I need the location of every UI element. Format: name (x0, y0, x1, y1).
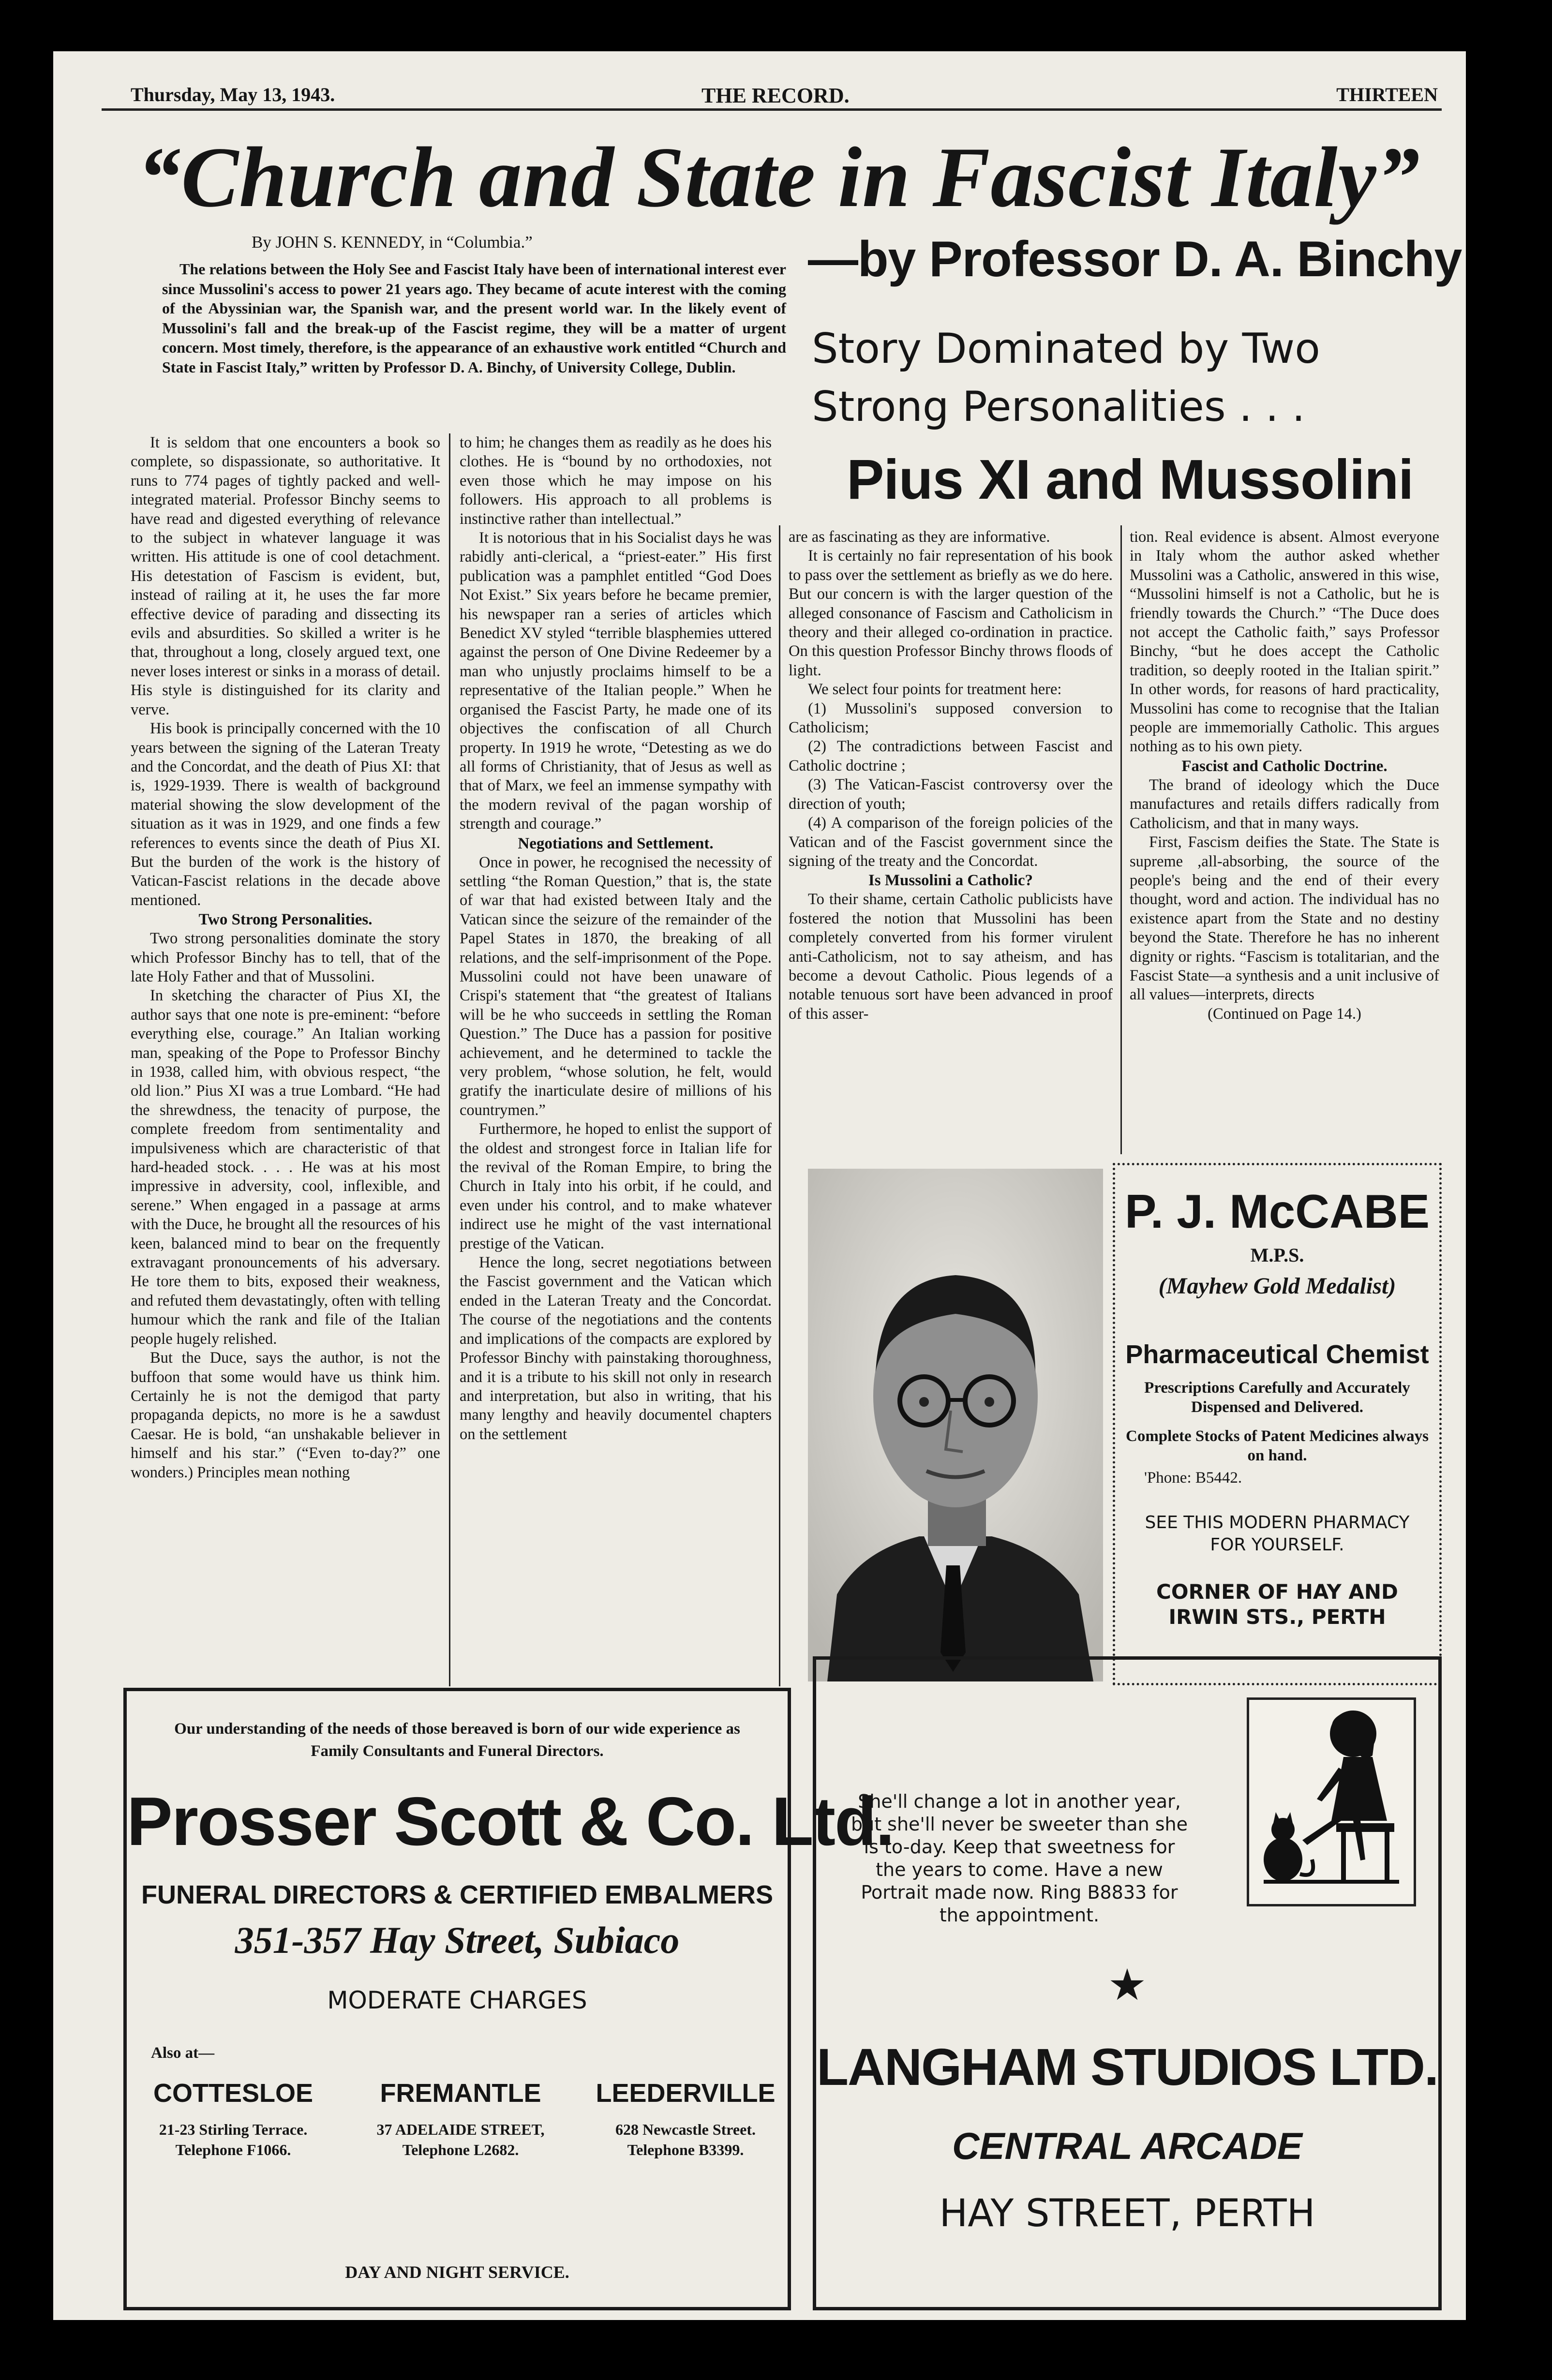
continued-note: (Continued on Page 14.) (1208, 1005, 1361, 1023)
paragraph: His book is principally concerned with the 10 years between the signing of the Lateran Treaty and the Concordat, and the death of Pius XI: that is, 1929-1939. There is wealth of background material showing the slow development of the situation as it was in 1929, and one finds a few references to events since the death of Pius XI. But the burden of the work is the history of Vatican-Fascist relations in the decade above mentioned. (131, 720, 440, 909)
paragraph: (2) The contradictions between Fascist and Catholic doctrine ; (789, 738, 1113, 774)
byline: By JOHN S. KENNEDY, in “Columbia.” (252, 233, 533, 252)
branch-address: 21-23 Stirling Terrace. (159, 2121, 308, 2138)
section-heading: Two Strong Personalities. (198, 911, 373, 929)
paragraph: The brand of ideology which the Duce manufactures and retails differs radically from Catholicism, and that in many ways. (1130, 776, 1439, 832)
paragraph: are as fascinating as they are informative. (789, 528, 1050, 546)
langham-name: LANGHAM STUDIOS LTD. (817, 2038, 1438, 2096)
column-rule (779, 525, 780, 1686)
newspaper-page (53, 51, 1466, 2320)
branch-telephone: Telephone F1066. (175, 2141, 291, 2158)
article-column-1 (131, 433, 440, 1482)
mccabe-line-2: Complete Stocks of Patent Medicines always on hand. (1125, 1428, 1429, 1464)
paragraph: to him; he changes them as readily as he does his clothes. He is “bound by no orthodoxies, not even those which he may impose on his followers. His approach to all problems is instinctive rather than intellectual.” (460, 434, 772, 528)
mccabe-title: Pharmaceutical Chemist (1125, 1340, 1429, 1369)
paragraph: In sketching the character of Pius XI, the author says that one note is pre-eminent: “before everything else, courage.” An Italian working man, speaking of the Pope to Professor Binchy in 1938, called him, with obvious respect, “the old lion.” Pius XI was a true Lombard. “He had the shrewdness, the tenacity of purpose, the complete freedom from sentimentality and impulsiveness which are characteristic of that hard-headed stock. . . . He was at his most impressive in adversity, cool, inflexible, and serene.” When engaged in a passage at arms with the Duce, he brought all the resources of his keen, balanced mind to bear on the frequently extravagant pronouncements of his adversary. He tore them to bits, exposed their weakness, and refuted them devastatingly, often with telling humour which the rank and file of the Italian people hugely relished. (131, 987, 440, 1348)
branch-name: LEEDERVILLE (596, 2079, 776, 2108)
paragraph: Once in power, he recognised the necessity of settling “the Roman Question,” that is, the state of war that had existed between Italy and the Vatican since the seizure of the remainder of the Papel States in 1870, the breaking of all relations, and the self-imprisonment of the Pope. Mussolini could not have been unaware of Crispi's statement that “the greatest of Italians will be he who succeeds in settling the Roman Question.” The Duce has a passion for positive achievement, and he determined to tackle the very problem, “whose solution, he felt, would gratify the inarticulate desire of millions of his countrymen.” (460, 853, 772, 1119)
column-rule (1120, 525, 1122, 1154)
mccabe-line-1: Prescriptions Carefully and Accurately Dispensed and Delivered. (1144, 1379, 1410, 1416)
section-heading: Fascist and Catholic Doctrine. (1181, 757, 1388, 775)
issue-date: Thursday, May 13, 1943. (131, 84, 335, 105)
article-column-4 (1130, 528, 1439, 1024)
prosser-sub: FUNERAL DIRECTORS & CERTIFIED EMBALMERS (141, 1880, 774, 1909)
paragraph: It is seldom that one encounters a book so complete, so dispassionate, so authoritative. It runs to 774 pages of tightly packed and well-integrated material. Professor Binchy seems to have read and digested everything of relevance to the subject in whatever language it was written. His attitude is one of cool detachment. His detestation of Fascism is evident, but, instead of railing at it, he uses the far more effective device of parading and dissecting its evils and absurdities. So skilled a writer is he that, throughout a long, closely argued text, one never loses interest or sinks in a morass of detail. His style is distinguished for its clarity and verve. (131, 434, 440, 718)
masthead-name: THE RECORD. (701, 84, 850, 107)
branch-address: 628 Newcastle Street. (615, 2121, 756, 2138)
paragraph: It is certainly no fair representation of his book to pass over the settlement as briefly as we do here. But our concern is with the larger question of the alleged consonance of Fascism and Catholicism in theory and their alleged co-ordination in practice. On this question Professor Binchy throws floods of light. (789, 547, 1113, 679)
mccabe-medal: (Mayhew Gold Medalist) (1158, 1273, 1396, 1299)
paragraph: Furthermore, he hoped to enlist the support of the oldest and strongest force in Italian life for the revival of the Roman Empire, to bring the Church in Italy into his orbit, if he could, and even under his control, and to make whatever indirect use he might of the vast international prestige of the Vatican. (460, 1120, 772, 1252)
prosser-scott-advertisement (123, 1688, 894, 2310)
paragraph: Two strong personalities dominate the story which Professor Binchy has to tell, that of the late Holy Father and that of Mussolini. (131, 930, 440, 985)
paragraph: First, Fascism deifies the State. The State is supreme ,all-absorbing, the source of the people's being and the end of their every thought, word and action. The individual has no existence apart from the State and no destiny beyond the State. Therefore he has no inherent dignity or rights. “Fascism is totalitarian, and the Fascist State—a synthesis and a unit inclusive of all values—interprets, directs (1130, 833, 1439, 1004)
header-rule (102, 108, 1442, 111)
mccabe-line-4: CORNER OF HAY AND IRWIN STS., PERTH (1156, 1580, 1398, 1629)
paragraph: (3) The Vatican-Fascist controversy over the direction of youth; (789, 776, 1113, 813)
paragraph: To their shame, certain Catholic publicists have fostered the notion that Mussolini has been completely converted from his former virulent anti-Catholicism, not to say atheism, and has become a devout Catholic. Pious legends of a notable tenuous sort have been advanced in proof of this asser- (789, 891, 1113, 1023)
star-icon: ★ (1107, 1962, 1147, 2009)
branch-name: FREMANTLE (380, 2079, 541, 2108)
mccabe-line-3: SEE THIS MODERN PHARMACY FOR YOURSELF. (1145, 1513, 1410, 1555)
langham-advertisement (813, 1656, 1442, 2310)
paragraph: Hence the long, secret negotiations between the Fascist government and the Vatican which ended in the Lateran Treaty and the Concordat. The course of the negotiations and the contents and implications of the compacts are explored by Professor Binchy with painstaking thoroughness, and it is a tribute to his skill not only in research and interpretation, but also in writing, that his many lengthy and heavily documentel chapters on the settlement (460, 1254, 772, 1443)
paragraph: We select four points for treatment here: (808, 681, 1062, 699)
portrait-photo (808, 1169, 1103, 1681)
branch-cottesloe (141, 2078, 325, 2159)
column-rule (449, 433, 450, 1686)
branch-telephone: Telephone L2682. (402, 2141, 519, 2158)
mccabe-mps: M.P.S. (1250, 1244, 1304, 1266)
headline: “Church and State in Fascist Italy” (137, 129, 1420, 225)
subtitle-line-3: Pius XI and Mussolini (847, 448, 1414, 511)
prosser-intro: Our understanding of the needs of those bereaved is born of our wide experience as Family Consultants and Funeral Directors. (174, 1720, 740, 1760)
silhouette-image (1247, 1697, 1416, 1906)
paragraph: tion. Real evidence is absent. Almost everyone in Italy whom the author asked whether Mussolini was a Catholic, answered in this wise, “Mussolini himself is not a Catholic, but he is friendly towards the Church.” “The Duce does not accept the Catholic faith,” says Professor Binchy, “but he does accept the Catholic tradition, so deeply rooted in the Italian spirit.” In other words, for reasons of hard practicality, Mussolini has come to recognise that the Italian people are immemorially Catholic. This argues nothing as to his own piety. (1130, 528, 1439, 756)
page-number: THIRTEEN (1336, 84, 1438, 105)
mccabe-name: P. J. McCABE (1125, 1185, 1430, 1238)
mccabe-phone: 'Phone: B5442. (1144, 1469, 1242, 1487)
paragraph: (4) A comparison of the foreign policies of the Vatican and of the Fascist government since the signing of the treaty and the Concordat. (789, 814, 1113, 870)
langham-text: She'll change a lot in another year, but she'll never be sweeter than she is to-day. Keep that sweetness for the years to come. Have a new Portrait made now. Ring B8833 for the appointment. (851, 1791, 1188, 1926)
article-column-3 (789, 528, 1113, 1024)
mccabe-advertisement (1113, 1163, 1442, 1685)
author-line: —by Professor D. A. Binchy (808, 231, 1462, 287)
paragraph: (1) Mussolini's supposed conversion to Catholicism; (789, 699, 1113, 737)
article-column-2 (460, 433, 772, 1444)
subtitle-line-1: Story Dominated by Two (812, 325, 1320, 373)
prosser-charges: MODERATE CHARGES (327, 1986, 587, 2014)
branch-address: 37 ADELAIDE STREET, (376, 2121, 545, 2138)
portrait-photo-illustration (808, 1169, 1103, 1681)
branch-name: COTTESLOE (153, 2079, 313, 2108)
langham-street: HAY STREET, PERTH (939, 2192, 1315, 2235)
section-heading: Negotiations and Settlement. (518, 834, 714, 852)
girl-and-cat-silhouette (1249, 1700, 1409, 1899)
branch-fremantle (349, 2078, 572, 2159)
prosser-name: Prosser Scott & Co. Ltd. (127, 1783, 894, 1860)
prosser-footer: DAY AND NIGHT SERVICE. (345, 2262, 569, 2282)
branch-telephone: Telephone B3399. (627, 2141, 744, 2158)
branch-leederville (591, 2078, 780, 2159)
prosser-also: Also at— (151, 2044, 215, 2062)
lead-paragraph: The relations between the Holy See and Fascist Italy have been of international interest ever since Mussolini's access to power 21 years ago. They became of acute interest with the coming of the Abyssinian war, the Spanish war, and the present world war. In the likely event of Mussolini's fall and the break-up of the Fascist regime, they will be a matter of urgent concern. Most timely, therefore, is the appearance of an exhaustive work entitled “Church and State in Fascist Italy,” written by Professor D. A. Binchy, of University College, Dublin. (162, 260, 786, 376)
paragraph: It is notorious that in his Socialist days he was rabidly anti-clerical, a “priest-eater.” His first publication was a pamphlet entitled “God Does Not Exist.” Six years before he became premier, his newspaper ran a series of articles which Benedict XV styled “terrible blasphemies uttered against the person of One Divine Redeemer by a man who unjustly proclaims himself to be a representative of the Italian people.” When he organised the Fascist Party, he made one of its objectives the confiscation of all Church property. In 1919 he wrote, “Detesting as we do all forms of Christianity, that of Jesus as well as that of Marx, we feel an immense sympathy with the modern revival of the pagan worship of strength and courage.” (460, 529, 772, 833)
subtitle-line-2: Strong Personalities . . . (812, 383, 1305, 431)
paragraph: But the Duce, says the author, is not the buffoon that some would have us think him. Certainly he is not the demigod that party propaganda depicts, no more is he a sawdust Caesar. He is bold, “an unshakable believer in himself and his star.” (“Even to-day?” one wonders.) Principles mean nothing (131, 1349, 440, 1481)
langham-arcade: CENTRAL ARCADE (952, 2125, 1302, 2167)
prosser-address: 351-357 Hay Street, Subiaco (235, 1919, 680, 1961)
section-heading: Is Mussolini a Catholic? (868, 872, 1033, 890)
